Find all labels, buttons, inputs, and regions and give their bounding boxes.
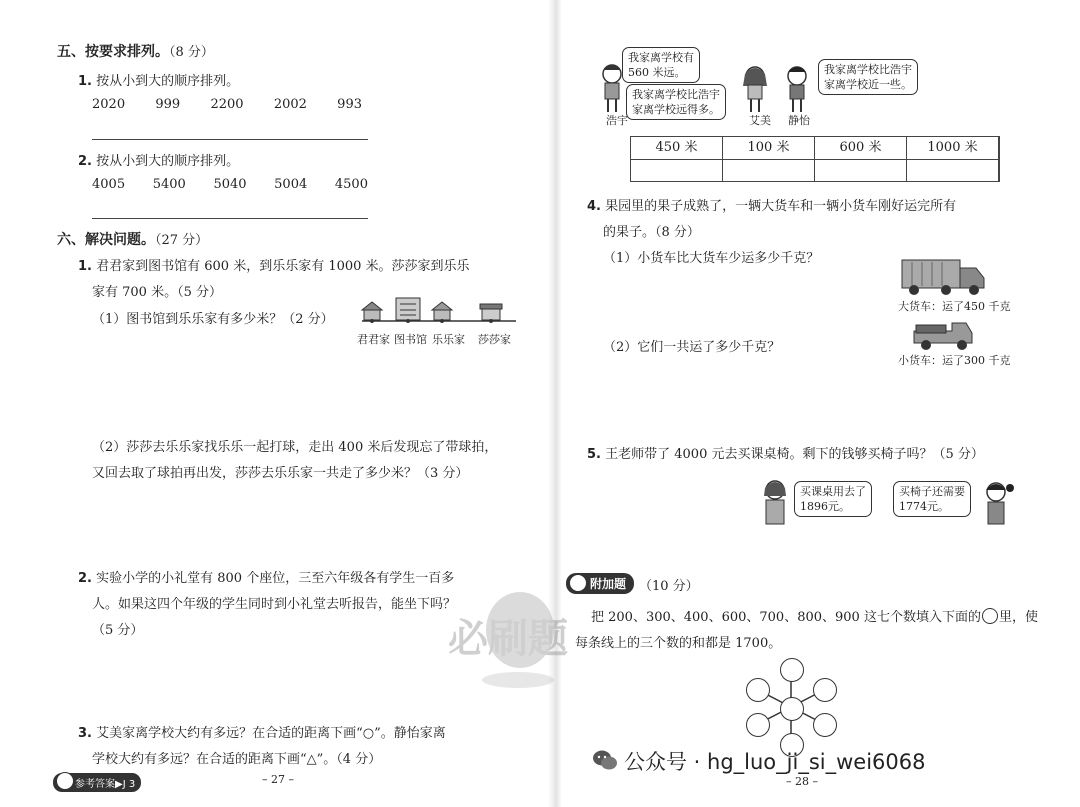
speech-bubble-chair: 买椅子还需要 1774元。 — [893, 481, 971, 517]
route-map-illustration — [356, 296, 520, 330]
q2-number: 4005 — [92, 177, 126, 192]
house-icon-lele — [432, 302, 452, 320]
map-label: 乐乐家 — [432, 333, 465, 346]
q2-numbers — [92, 177, 368, 192]
wechat-watermark: 公众号 · hg_luo_ji_si_wei6068 — [624, 750, 926, 774]
problem3-line2: 学校大约有多远？在合适的距离下画“△”。（4 分） — [92, 752, 382, 767]
wechat-icon — [592, 748, 618, 772]
page-number-right: – 28 – — [786, 775, 818, 788]
speech-bubble-haoyu: 我家离学校有 560 米远。 — [622, 47, 700, 83]
problem2-line2: 人。如果这四个年级的学生同时到小礼堂去听报告，能坐下吗？ — [92, 597, 457, 612]
small-truck-icon — [912, 319, 976, 351]
bonus-tag: 附加题 — [566, 573, 634, 594]
q1-numbers — [92, 97, 362, 112]
q1-number: 993 — [337, 97, 362, 112]
problem2-line3: （5 分） — [92, 623, 144, 638]
problem3-line1: 3. 艾美家离学校大约有多远？在合适的距离下画“○”。静怡家离 — [78, 726, 446, 741]
answer-line[interactable] — [92, 139, 368, 140]
problem5: 5. 王老师带了 4000 元去买课桌椅。剩下的钱够买椅子吗？（5 分） — [587, 447, 984, 462]
big-truck-icon — [900, 258, 988, 298]
house-icon-junjun — [362, 302, 382, 320]
answer-circle[interactable] — [746, 678, 770, 702]
problem1-sub1: （1）图书馆到乐乐家有多少米？（2 分） — [92, 312, 334, 327]
problem1-line1: 1. 君君家到图书馆有 600 米，到乐乐家有 1000 米。莎莎家到乐乐 — [78, 259, 470, 274]
table-answer-row-divider — [631, 159, 999, 160]
page-number-left: – 27 – — [262, 773, 294, 786]
q2: 2. 按从小到大的顺序排列。 — [78, 154, 240, 169]
q1: 1. 按从小到大的顺序排列。 — [78, 74, 240, 89]
q2-number: 5004 — [274, 177, 308, 192]
rocket-icon — [569, 574, 587, 592]
speech-bubble-desk: 买课桌用去了 1896元。 — [794, 481, 872, 517]
answer-line[interactable] — [92, 218, 368, 219]
circle-symbol-icon — [982, 608, 998, 624]
q2-number: 5040 — [213, 177, 247, 192]
problem4-line1: 4. 果园里的果子成熟了，一辆大货车和一辆小货车刚好运完所有 — [587, 199, 957, 214]
stamp-text: 必刷题 — [448, 616, 568, 662]
speech-bubble-aimei: 我家离学校比浩宇 家离学校远得多。 — [626, 84, 726, 120]
name-label: 静怡 — [788, 114, 810, 127]
girl-jingyi-icon — [788, 67, 806, 112]
q1-number: 2002 — [273, 97, 307, 112]
table-cell: 1000 米 — [907, 137, 999, 181]
section6-title: 六、解决问题。（27 分） — [57, 232, 209, 248]
bonus-score: （10 分） — [639, 579, 699, 594]
q2-number: 4500 — [334, 177, 368, 192]
problem1-sub2-line2: 又回去取了球拍再出发，莎莎去乐乐家一共走了多少米？（3 分） — [92, 466, 469, 481]
problem1-sub2-line1: （2）莎莎去乐乐家找乐乐一起打球，走出 400 米后发现忘了带球拍， — [92, 440, 498, 455]
answer-key-tag: 参考答案▶J 3 — [53, 773, 141, 792]
big-truck-label: 大货车：运了450 千克 — [898, 300, 1011, 313]
answer-circle[interactable] — [813, 678, 837, 702]
library-icon — [396, 298, 420, 320]
teacher-icon — [760, 478, 790, 526]
problem1-line2: 家有 700 米。（5 分） — [92, 285, 222, 300]
bonus-line1: 把 200、300、400、600、700、800、900 这七个数填入下面的 里，使 — [591, 610, 1038, 625]
problem4-line2: 的果子。（8 分） — [603, 225, 700, 240]
answer-circle[interactable] — [780, 658, 804, 682]
map-label: 图书馆 — [394, 333, 427, 346]
answer-circle[interactable] — [813, 713, 837, 737]
boy-haoyu-icon — [603, 65, 621, 112]
section5-title: 五、按要求排列。（8 分） — [57, 44, 214, 60]
answer-circle[interactable] — [746, 713, 770, 737]
problem2-line1: 2. 实验小学的小礼堂有 800 个座位，三至六年级各有学生一百多 — [78, 571, 455, 586]
small-truck-label: 小货车：运了300 千克 — [898, 354, 1011, 367]
speech-bubble-jingyi: 我家离学校比浩宇 家离学校近一些。 — [818, 59, 918, 95]
q1-number: 2200 — [210, 97, 244, 112]
distance-table — [630, 136, 1000, 182]
table-cell: 450 米 — [631, 137, 723, 181]
map-label: 莎莎家 — [478, 333, 511, 346]
bonus-line2: 每条线上的三个数的和都是 1700。 — [575, 636, 782, 651]
answer-circle[interactable] — [780, 697, 804, 721]
girl-aimei-icon — [743, 67, 767, 112]
name-label: 艾美 — [749, 114, 771, 127]
problem4-sub2: （2）它们一共运了多少千克？ — [603, 340, 781, 355]
table-cell: 100 米 — [723, 137, 815, 181]
table-cell: 600 米 — [815, 137, 907, 181]
girl-student-icon — [980, 478, 1016, 526]
q1-number: 999 — [155, 97, 181, 112]
problem4-sub1: （1）小货车比大货车少运多少千克？ — [603, 251, 820, 266]
q1-number: 2020 — [92, 97, 126, 112]
q2-number: 5400 — [152, 177, 186, 192]
name-label: 浩宇 — [606, 114, 628, 127]
map-label: 君君家 — [357, 333, 390, 346]
house-icon-shasha — [480, 304, 502, 320]
face-icon — [56, 772, 74, 790]
